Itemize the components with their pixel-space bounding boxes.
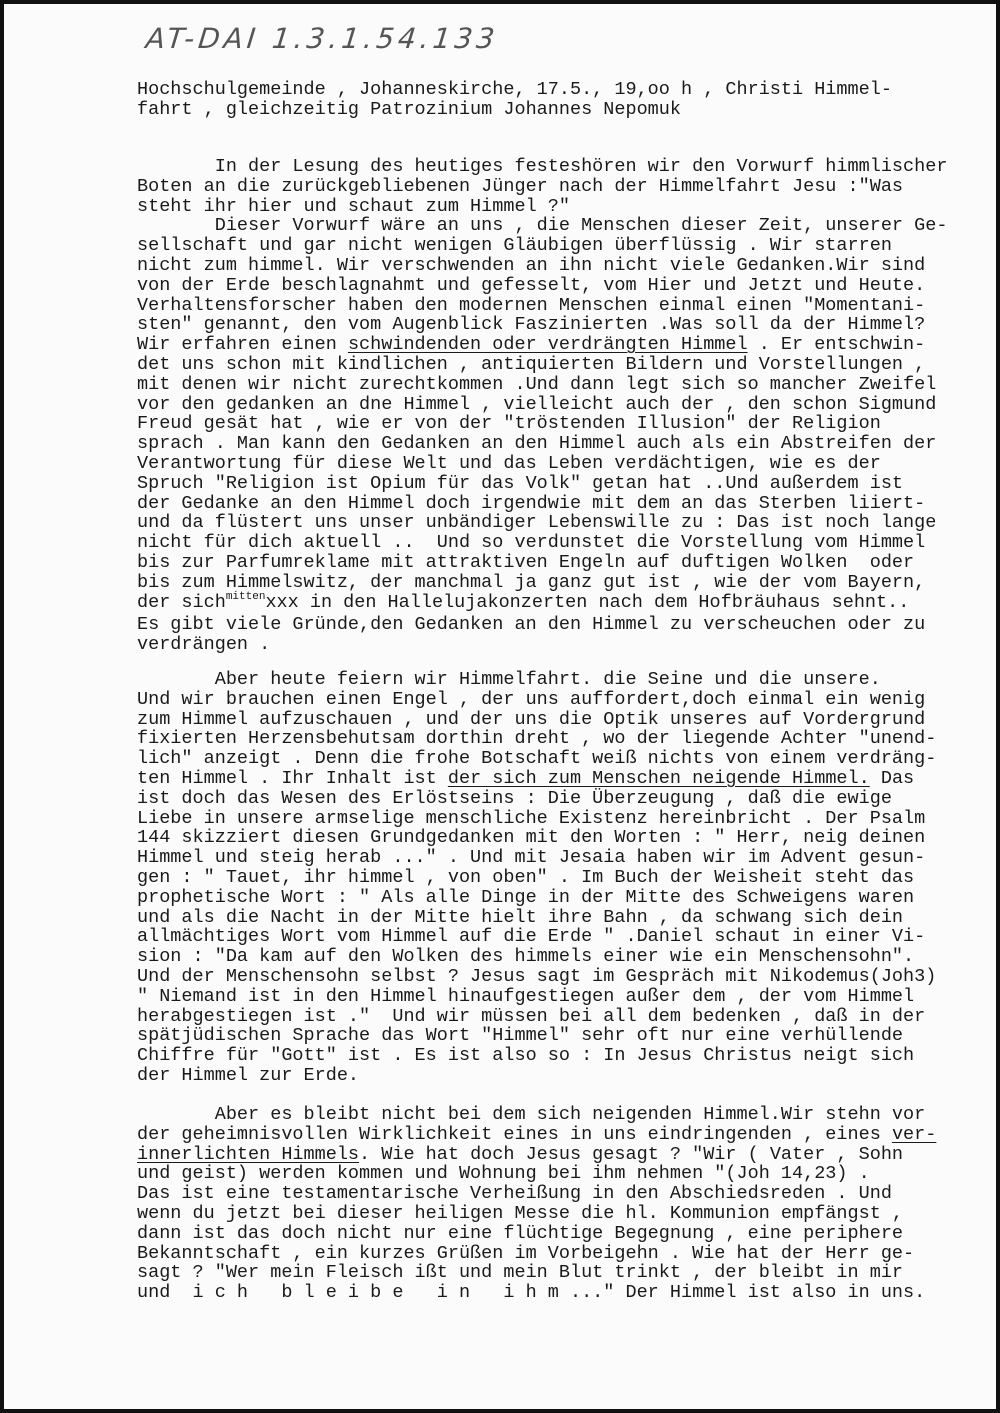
text-line: sten" genannt, den vom Augenblick Faszinierten .Was soll da der Himmel?	[137, 314, 926, 336]
text-line: sellschaft und gar nicht wenigen Gläubigen überflüssig . Wir starren	[137, 235, 892, 257]
text-line: Spruch "Religion ist Opium für das Volk" getan hat ..Und außerdem ist	[137, 472, 904, 494]
text-line: Und wir brauchen einen Engel , der uns auffordert,doch einmal ein wenig	[137, 688, 926, 710]
text-line: " Niemand ist in den Himmel hinaufgestiegen außer dem , der vom Himmel	[137, 985, 915, 1007]
text-line: Bekanntschaft , ein kurzes Grüßen im Vorbeigehn . Wie hat der Herr ge-	[137, 1242, 915, 1264]
text-line: innerlichten Himmels. Wie hat doch Jesus gesagt ? "Wir ( Vater , Sohn	[137, 1143, 904, 1165]
text-line: gen : " Tauet, ihr himmel , von oben" . Im Buch der Weisheit steht das	[137, 866, 915, 888]
underlined-text: der sich zum Menschen neigende Himmel.	[447, 767, 870, 789]
text-line: der Gedanke an den Himmel doch irgendwie mit dem an das Sterben liiert-	[137, 492, 926, 514]
text-line: sagt ? "Wer mein Fleisch ißt und mein Blut trinkt , der bleibt in mir	[137, 1262, 904, 1284]
text-line: und als die Nacht in der Mitte hielt ihre Bahn , da schwang sich dein	[137, 906, 904, 928]
paragraph-2	[137, 670, 982, 1086]
text-line: herabgestiegen ist ." Und wir müssen bei all dem bedenken , daß in der	[137, 1005, 926, 1027]
text-line: Verantwortung für diese Welt und das Leben verdächtigen, wie es der	[137, 452, 881, 474]
text-line: lich" anzeigt . Denn die frohe Botschaft weiß nichts von einem verdräng-	[137, 748, 937, 770]
text-line: mit denen wir nicht zurechtkommen .Und dann legt sich so mancher Zweifel	[137, 373, 937, 395]
text-line: spätjüdischen Sprache das Wort "Himmel" sehr oft nur eine verhüllende	[137, 1025, 904, 1047]
text-line: verdrängen .	[137, 634, 271, 656]
text-line: fahrt , gleichzeitig Patrozinium Johannes Nepomuk	[137, 98, 681, 120]
underlined-text: ver-	[891, 1123, 937, 1145]
text-line: Das ist eine testamentarische Verheißung in den Abschiedsreden . Und	[137, 1183, 892, 1205]
text-line: Aber heute feiern wir Himmelfahrt. die Seine und die unsere.	[137, 669, 881, 690]
text-line: bis zum Himmelswitz, der manchmal ja ganz gut ist , wie der vom Bayern,	[137, 571, 926, 593]
text-line: allmächtiges Wort vom Himmel auf die Erde " .Daniel schaut in einer Vi-	[137, 926, 926, 948]
text-line: der sich$^{mitten}$xxx in den Hallelujakonzerten nach dem Hofbräuhaus sehnt..	[137, 590, 910, 613]
text-line: det uns schon mit kindlichen , antiquierten Bildern und Vorstellungen ,	[137, 353, 926, 375]
text-line: Boten an die zurückgebliebenen Jünger nach der Himmelfahrt Jesu :"Was	[137, 175, 904, 197]
document-header	[137, 80, 977, 120]
archive-signature: AT-DAI 1.3.1.54.133	[144, 22, 501, 55]
text-line: prophetische Wort : " Als alle Dinge in der Mitte des Schweigens waren	[137, 886, 915, 908]
text-line: zum Himmel aufzuschauen , und der uns die Optik unseres auf Vordergrund	[137, 708, 926, 730]
text-line: Verhaltensforscher haben den modernen Menschen einmal einen "Momentani-	[137, 294, 926, 316]
text-line: Dieser Vorwurf wäre an uns , die Menschen dieser Zeit, unserer Ge-	[137, 215, 948, 237]
text-line: nicht für dich aktuell .. Und so verdunstet die Vorstellung vom Himmel	[137, 532, 926, 554]
text-line: steht ihr hier und schaut zum Himmel ?"	[137, 195, 570, 217]
text-line: Wir erfahren einen schwindenden oder verdrängten Himmel . Er entschwin-	[137, 334, 926, 356]
text-line: Himmel und steig herab ..." . Und mit Jesaia haben wir im Advent gesun-	[137, 847, 926, 869]
text-line: Liebe in unsere armselige menschliche Existenz hereinbricht . Der Psalm	[137, 807, 926, 829]
text-line: dann ist das doch nicht nur eine flüchtige Begegnung , eine periphere	[137, 1222, 904, 1244]
text-line: sion : "Da kam auf den Wolken des himmels einer wie ein Menschensohn".	[137, 946, 915, 968]
text-line: ten Himmel . Ihr Inhalt ist der sich zum Menschen neigende Himmel. Das	[137, 767, 915, 789]
text-line: Und der Menschensohn selbst ? Jesus sagt im Gespräch mit Nikodemus(Joh3)	[137, 965, 937, 987]
text-line: und geist) werden kommen und Wohnung bei ihm nehmen "(Joh 14,23) .	[137, 1163, 870, 1185]
text-line: Chiffre für "Gott" ist . Es ist also so : In Jesus Christus neigt sich	[137, 1045, 915, 1067]
text-line: Es gibt viele Gründe,den Gedanken an den Himmel zu verscheuchen oder zu	[137, 614, 926, 636]
text-line: In der Lesung des heutiges festeshören wir den Vorwurf himmlischer	[137, 156, 948, 177]
text-line: fixierten Herzensbehutsam dorthin dreht , wo der liegende Achter "unend-	[137, 728, 937, 750]
text-line: 144 skizziert diesen Grundgedanken mit den Worten : " Herr, neig deinen	[137, 827, 926, 849]
text-line: von der Erde beschlagnahmt und gefesselt, vom Hier und Jetzt und Heute.	[137, 274, 926, 296]
text-line: sprach . Man kann den Gedanken an den Himmel auch als ein Abstreifen der	[137, 433, 937, 455]
underlined-text: schwindenden oder verdrängten Himmel	[347, 334, 748, 356]
text-line: wenn du jetzt bei dieser heiligen Messe die hl. Kommunion empfängst ,	[137, 1202, 904, 1224]
text-line: Freud gesät hat , wie er von der "tröstenden Illusion" der Religion	[137, 413, 881, 435]
underlined-text: innerlichten Himmels	[137, 1143, 360, 1165]
paragraph-1	[137, 157, 982, 655]
text-line: der geheimnisvollen Wirklichkeit eines in uns eindringenden , eines ver-	[137, 1123, 937, 1145]
text-line: ist doch das Wesen des Erlöstseins : Die Überzeugung , daß die ewige	[137, 787, 892, 809]
inserted-word: mitten	[225, 590, 266, 603]
text-line: nicht zum himmel. Wir verschwenden an ihn nicht viele Gedanken.Wir sind	[137, 254, 926, 276]
text-line: vor den gedanken an dne Himmel , vielleicht auch der , den schon Sigmund	[137, 393, 937, 415]
text-line: und da flüstert uns unser unbändiger Lebenswille zu : Das ist noch lange	[137, 512, 937, 534]
paragraph-3	[137, 1105, 982, 1303]
text-line: Hochschulgemeinde , Johanneskirche, 17.5., 19,oo h , Christi Himmel-	[137, 79, 892, 100]
text-line: der Himmel zur Erde.	[137, 1064, 360, 1086]
text-line: und i c h b l e i b e i n i h m ..." Der Himmel ist also in uns.	[137, 1282, 926, 1304]
text-line: bis zur Parfumreklame mit attraktiven Engeln auf duftigen Wolken oder	[137, 551, 915, 573]
text-line: Aber es bleibt nicht bei dem sich neigenden Himmel.Wir stehn vor	[137, 1104, 926, 1125]
